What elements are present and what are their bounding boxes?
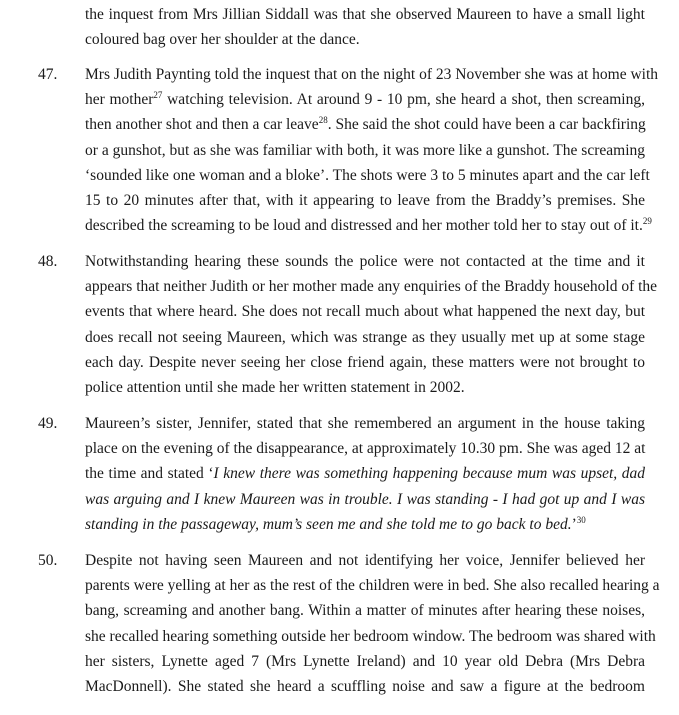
text-line (85, 461, 645, 486)
footnote-ref: 30 (576, 514, 586, 525)
text-run: the time and stated ‘ (85, 465, 214, 483)
text-line (85, 512, 645, 537)
text-line: Despite not having seen Maureen and not identifying her voice, Jennifer believed her (85, 552, 645, 569)
text-line: Notwithstanding hearing these sounds the police were not contacted at the time and it (85, 253, 645, 270)
text-line: 15 to 20 minutes after that, with it appearing to leave from the Braddy’s premises. She (85, 192, 645, 210)
paragraph-number: 48. (38, 253, 58, 270)
text-line (85, 112, 645, 137)
text-line: each day. Despite never seeing her close friend again, these matters were not brought to (85, 353, 645, 371)
text-line (85, 213, 652, 238)
text-line: ‘sounded like one woman and a bloke’. The shots were 3 to 5 minutes apart and the car left (85, 166, 650, 184)
quoted-text: was arguing and I knew Maureen was in trouble. I was standing - I had got up and I was (85, 490, 645, 508)
text-line: does recall not seeing Maureen, which was strange as they usually met up at some stage (85, 328, 645, 346)
paragraph-number: 49. (38, 415, 58, 432)
paragraph-number: 50. (38, 552, 58, 569)
footnote-ref: 28 (318, 115, 328, 126)
text-line (85, 487, 645, 512)
text-line: appears that neither Judith or her mother made any enquiries of the Braddy household of the (85, 278, 658, 296)
text-line: place on the evening of the disappearance, at approximately 10.30 pm. She was aged 12 at (85, 440, 646, 458)
text-run: then another shot and then a car leave (85, 116, 319, 134)
quoted-text: I knew there was something happening because mum was upset, dad (213, 465, 646, 483)
text-run: ’ (571, 515, 577, 533)
text-line: events that where heard. She does not recall much about what happened the next day, but (85, 303, 645, 321)
text-line: Maureen’s sister, Jennifer, stated that she remembered an argument in the house taking (85, 415, 645, 432)
text-line: or a gunshot, but as she was familiar with both, it was more like a gunshot. The screaming (85, 141, 645, 159)
text-line: police attention until she made her written statement in 2002. (85, 379, 465, 397)
text-line: she recalled hearing something outside her bedroom window. The bedroom was shared with (85, 627, 656, 645)
text-line: bang, screaming and another bang. Within a matter of minutes after hearing these noises, (85, 602, 645, 620)
footnote-ref: 27 (153, 90, 163, 101)
text-line: her sisters, Lynette aged 7 (Mrs Lynette Ireland) and 10 year old Debra (Mrs Debra (85, 652, 645, 670)
text-run: watching television. At around 9 - 10 pm, she heard a shot, then screaming, (162, 91, 645, 109)
text-line: the inquest from Mrs Jillian Siddall was that she observed Maureen to have a small light (85, 6, 645, 23)
text-line: MacDonnell). She stated she heard a scuffling noise and saw a figure at the bedroom (85, 678, 645, 696)
quoted-text: standing in the passageway, mum’s seen me and she told me to go back to bed. (85, 515, 572, 533)
paragraph-number: 47. (38, 66, 58, 83)
text-line (85, 87, 645, 112)
text-line: coloured bag over her shoulder at the dance. (85, 31, 360, 49)
text-line: Mrs Judith Paynting told the inquest that on the night of 23 November she was at home with (85, 66, 659, 83)
text-line: parents were yelling at her as the rest of the children were in bed. She also recalled hearing a (85, 577, 660, 595)
text-run: . She said the shot could have been a car backfiring (327, 116, 646, 134)
text-run: described the screaming to be loud and distressed and her mother told her to stay out of it. (85, 217, 643, 235)
footnote-ref: 29 (642, 216, 652, 227)
text-run: her mother (85, 91, 154, 109)
